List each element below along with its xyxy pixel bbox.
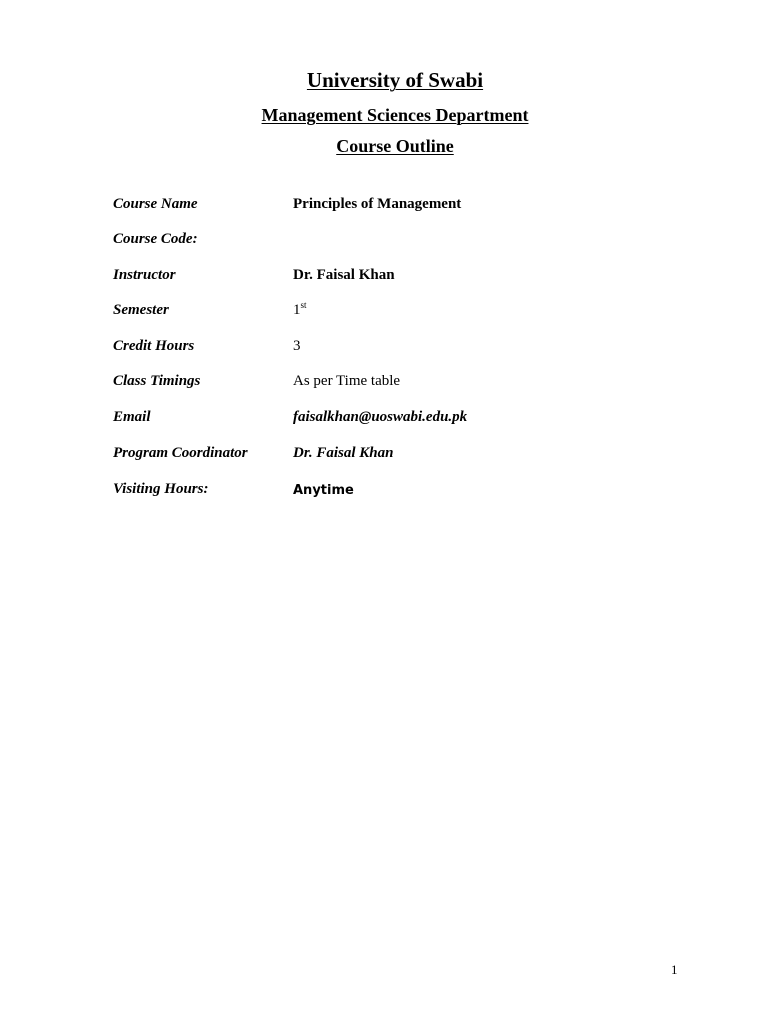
field-row-semester <box>113 302 713 324</box>
field-label: Course Code: <box>113 231 198 247</box>
field-row-credit-hours <box>113 338 713 360</box>
field-label: Visiting Hours: <box>113 481 209 497</box>
field-row-class-timings <box>113 373 713 395</box>
university-title: University of Swabi <box>306 68 484 92</box>
field-row-course-name <box>113 196 713 218</box>
field-value: Dr. Faisal Khan <box>293 267 395 283</box>
field-label: Instructor <box>113 267 176 283</box>
field-value: 1 <box>293 302 301 318</box>
field-value: 3 <box>293 338 301 354</box>
field-label: Course Name <box>113 196 198 212</box>
field-label: Credit Hours <box>113 338 195 354</box>
field-label: Class Timings <box>113 373 201 389</box>
field-row-course-code <box>113 231 713 253</box>
email-value: faisalkhan@uoswabi.edu.pk <box>293 409 468 425</box>
field-row-email <box>113 409 713 431</box>
page-number: 1 <box>671 962 678 977</box>
field-value-superscript: st <box>300 300 307 310</box>
department-title: Management Sciences Department <box>261 105 529 125</box>
field-value: Anytime <box>293 483 354 498</box>
field-row-instructor <box>113 267 713 289</box>
field-label: Semester <box>113 302 169 318</box>
field-label: Email <box>113 409 151 425</box>
document-title: Course Outline <box>336 136 454 156</box>
field-value: Principles of Management <box>293 196 462 212</box>
field-value-wrap <box>293 302 307 319</box>
field-value: Dr. Faisal Khan <box>293 445 394 461</box>
field-row-visiting-hours <box>113 481 713 503</box>
field-label: Program Coordinator <box>113 445 248 461</box>
field-row-program-coordinator <box>113 445 713 467</box>
field-value: As per Time table <box>293 373 401 389</box>
